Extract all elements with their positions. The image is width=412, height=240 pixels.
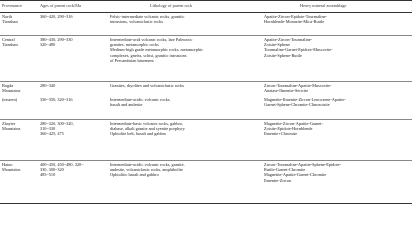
cell-line: Magnetite-Ilmenite-Zircon-Leucoxene-Apatite- xyxy=(264,97,346,102)
cell-provenance xyxy=(2,97,42,118)
bottom-rule xyxy=(0,203,412,204)
cell-minerals xyxy=(264,162,410,203)
cell-lithology xyxy=(110,83,262,96)
cell-line: 360~420, 290~316 xyxy=(40,14,73,19)
cell-line: Mountains xyxy=(2,167,21,173)
cell-provenance xyxy=(2,83,42,96)
header-lithology: Lithology of parent rock xyxy=(150,3,193,8)
table-row xyxy=(0,81,412,96)
cell-line: 330, 300~320 xyxy=(40,167,64,173)
cell-line: Bogda xyxy=(2,83,14,88)
cell-lithology xyxy=(110,14,262,34)
cell-line: Intermediate-acid volcanic rocks, late Paleozoic xyxy=(110,37,193,42)
cell-provenance xyxy=(2,14,42,34)
cell-line: Intermediate-acidic volcanic rocks, xyxy=(110,97,171,102)
cell-line: 280~340 xyxy=(40,83,56,88)
cell-line: Zircon-Tourmaline-Apatite-Muscovite- xyxy=(264,83,332,88)
cell-line: Garnet-Sphene-Chromite-Clinozoisite xyxy=(264,102,330,108)
cell-provenance xyxy=(2,162,42,203)
table-row xyxy=(0,119,412,160)
cell-line: Zoisite-Sphene-Rutile xyxy=(264,52,302,58)
cell-ages xyxy=(40,97,110,118)
cell-line: granites, metamorphic rocks xyxy=(110,42,159,48)
cell-line: Rutile-Garnet-Chromite xyxy=(264,167,306,173)
cell-line: basalt and andesite xyxy=(110,102,143,108)
cell-ages xyxy=(40,83,110,96)
cell-ages xyxy=(40,162,110,203)
cell-line: Mountains xyxy=(2,126,21,132)
cell-line: Ophiolite belt, basalt and gabbro xyxy=(110,131,167,137)
table-row xyxy=(0,13,412,34)
cell-line: Intermediate-acidic volcanic rocks, granite, xyxy=(110,162,185,167)
cell-lithology xyxy=(110,162,262,203)
cell-line: Magnetite-Zircon-Apatite-Garnet- xyxy=(264,121,323,126)
cell-minerals xyxy=(264,97,410,118)
cell-line: 310~330 xyxy=(40,126,56,132)
cell-line: andesite, volcaniclastic rocks, amphibolite xyxy=(110,167,183,173)
cell-line: Zircon-Tourmaline-Apatite-Sphene-Epidote- xyxy=(264,162,342,167)
cell-line: Felsic-intermediate volcanic rocks, granitic xyxy=(110,14,185,19)
cell-line: Zoisite-Sphene xyxy=(264,42,291,48)
cell-line: Hatuo xyxy=(2,162,13,167)
cell-line: 400~450, 450~480, 320~ xyxy=(40,162,84,167)
cell-minerals xyxy=(264,37,410,81)
cell-line: Zhayier xyxy=(2,121,16,126)
cell-line: diabase, alkali granite and syenite porphyry xyxy=(110,126,185,132)
cell-line: Ilmenite-Zircon xyxy=(264,177,292,183)
cell-minerals xyxy=(264,121,410,160)
cell-ages xyxy=(40,121,110,160)
cell-line: Anatase-Ilmenite-Sericite xyxy=(264,88,309,94)
cell-line: Tourmaline-Garnet-Epidote-Muscovite- xyxy=(264,47,333,53)
cell-lithology xyxy=(110,121,262,160)
cell-minerals xyxy=(264,83,410,96)
table-row xyxy=(0,160,412,203)
cell-minerals xyxy=(264,14,410,34)
cell-line: complexes, gneiss, schist, granitic intrusions xyxy=(110,52,187,58)
cell-line: Tianshan xyxy=(2,19,18,25)
cell-line: 280~320, 300~320, xyxy=(40,121,74,126)
header-heavy-minerals: Heavy mineral assemblage xyxy=(300,3,347,8)
cell-line: Ophiolitic basalt and gabbro xyxy=(110,172,159,178)
cell-line: Magnetite-Apatite-Garnet-Chromite xyxy=(264,172,327,178)
cell-line: 360~425, 475 xyxy=(40,131,64,137)
table-header xyxy=(0,0,412,13)
cell-line: Hornblende-Monazite-Mica-Rutile xyxy=(264,19,325,25)
cell-line: Medium-high grade metamorphic rocks, metamorphic xyxy=(110,47,204,53)
cell-line: Zoisite-Epidote-Hornblende xyxy=(264,126,313,132)
cell-line: North xyxy=(2,14,13,19)
header-provenance: Provenance xyxy=(2,3,23,8)
cell-provenance xyxy=(2,121,42,160)
cell-line: 485~510 xyxy=(40,172,56,178)
cell-line: Apatite-Zircon-Tourmaline- xyxy=(264,37,313,42)
cell-line: Apatite-Zircon-Epidote-Tourmaline- xyxy=(264,14,327,19)
cell-line: Tianshan xyxy=(2,42,18,48)
table-row xyxy=(0,35,412,81)
cell-provenance xyxy=(2,37,42,81)
cell-ages xyxy=(40,37,110,81)
cell-line: of Precambrian basement xyxy=(110,57,154,63)
cell-line: (eastern) xyxy=(2,97,18,102)
cell-line: Central xyxy=(2,37,15,42)
cell-line: 330~350, 320~316 xyxy=(40,97,73,102)
cell-line: Intermediate-basic volcanic rocks, gabbro, xyxy=(110,121,184,126)
cell-line: 320~480 xyxy=(40,42,56,48)
cell-line: intrusions, volcaniclastic rocks xyxy=(110,19,164,25)
cell-lithology xyxy=(110,37,262,81)
cell-ages xyxy=(40,14,110,34)
cell-line: 380~430, 290~330 xyxy=(40,37,73,42)
cell-line: Ilmenite+Chromite xyxy=(264,131,297,137)
table-row xyxy=(0,96,412,118)
header-ages: Ages of parent rock/Ma xyxy=(40,3,81,8)
cell-line: Granites, rhyolites and volcaniclastic rocks xyxy=(110,83,185,88)
cell-lithology xyxy=(110,97,262,118)
cell-line: Mountains xyxy=(2,88,21,94)
